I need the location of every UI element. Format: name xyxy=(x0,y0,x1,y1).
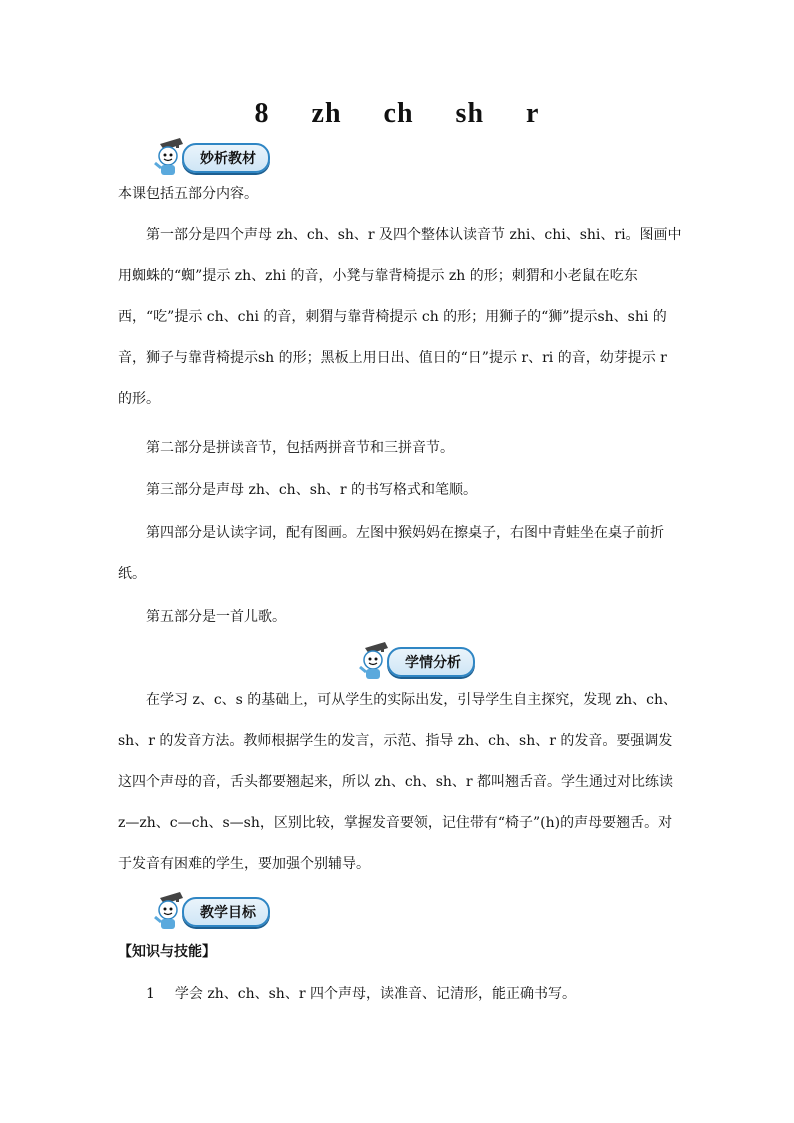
lesson-number: 8 xyxy=(254,98,270,129)
paragraph: 第三部分是声母 zh、ch、sh、r 的书写格式和笔顺。 xyxy=(146,482,478,498)
title-initial-sh: sh xyxy=(455,98,485,129)
subheading-knowledge-skills: 【知识与技能】 xyxy=(118,944,216,960)
paragraph: 第四部分是认读字词，配有图画。左图中猴妈妈在擦桌子，右图中青蛙坐在桌子前折纸。 xyxy=(118,525,664,582)
paragraph: 第五部分是一首儿歌。 xyxy=(146,609,286,625)
section-badge-learning-analysis xyxy=(355,642,475,682)
page-title xyxy=(0,98,794,130)
section-badge-label: 妙析教材 xyxy=(182,143,270,173)
paragraph: 在学习 z、c、s 的基础上，可从学生的实际出发，引导学生自主探究，发现 zh、ch、sh、r 的发音方法。教师根据学生的发言，示范、指导 zh、ch、sh、r 的发音。要强调发这四个声母的音，舌头都要翘起来，所以 zh、ch、sh、r 都叫翘舌音。学生通过对比练读 z—zh、c—ch、s—sh，区别比较，掌握发音要领，记住带有“椅子”(h)的声母要翘舌。对于发音有困难的学生，要加强个别辅导。 xyxy=(118,692,677,872)
section-badge-label: 教学目标 xyxy=(182,897,270,927)
section-badge-teaching-goals xyxy=(150,892,270,932)
title-initial-r: r xyxy=(526,98,540,129)
title-initial-zh: zh xyxy=(311,98,342,129)
section-badge-textbook-analysis xyxy=(150,138,270,178)
list-item xyxy=(118,974,684,1015)
section-badge-label: 学情分析 xyxy=(387,647,475,677)
list-item-text: 学会 zh、ch、sh、r 四个声母，读准音、记清形，能正确书写。 xyxy=(174,986,576,1002)
paragraph: 第一部分是四个声母 zh、ch、sh、r 及四个整体认读音节 zhi、chi、shi、ri。图画中用蜘蛛的“蜘”提示 zh、zhi 的音，小凳与靠背椅提示 zh 的形；刺猬和小老鼠在吃东西，“吃”提示 ch、chi 的音，刺猬与靠背椅提示 ch 的形；用狮子的“狮”提示sh、shi 的音，狮子与靠背椅提示sh 的形；黑板上用日出、值日的“日”提示 r、ri 的音，幼芽提示 r 的形。 xyxy=(118,227,682,407)
paragraph: 本课包括五部分内容。 xyxy=(118,186,258,202)
paragraph: 第二部分是拼读音节，包括两拼音节和三拼音节。 xyxy=(146,440,454,456)
list-item-number: 1 xyxy=(146,986,155,1002)
title-initial-ch: ch xyxy=(383,98,414,129)
